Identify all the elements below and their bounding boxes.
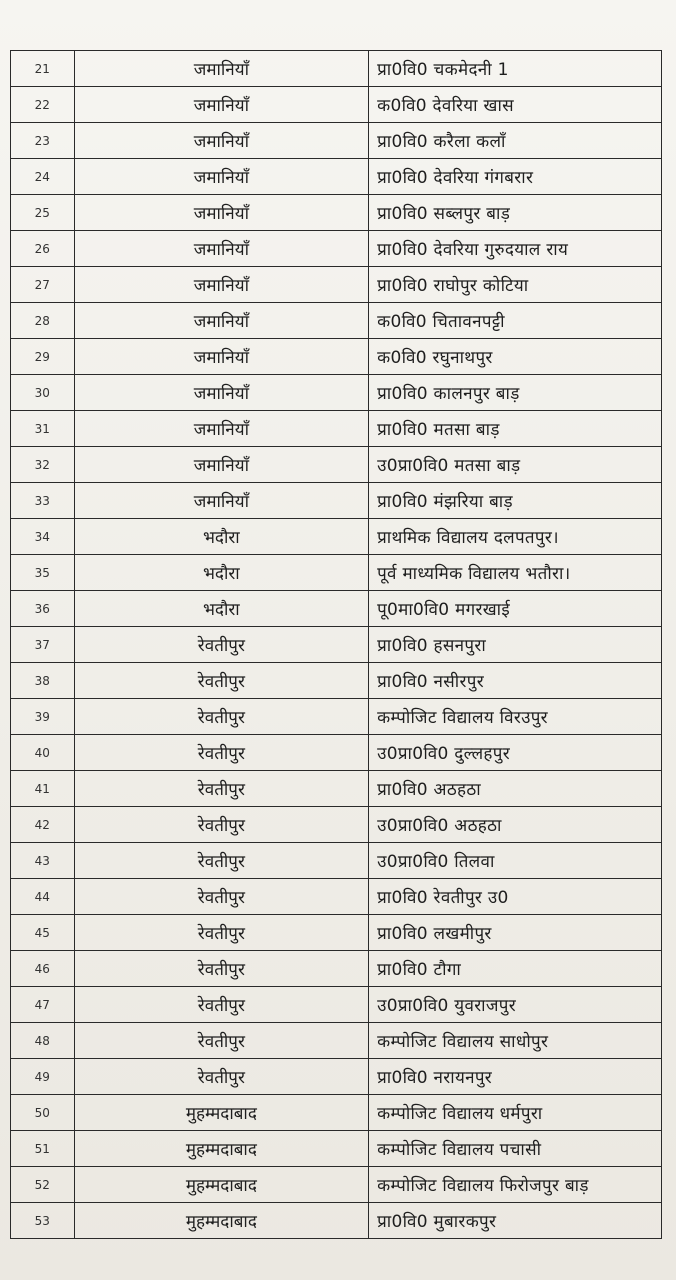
table-row bbox=[11, 123, 662, 159]
serial-number-cell: 26 bbox=[11, 231, 75, 267]
table-row bbox=[11, 1023, 662, 1059]
serial-number-cell: 44 bbox=[11, 879, 75, 915]
serial-number-cell: 25 bbox=[11, 195, 75, 231]
serial-number-cell: 23 bbox=[11, 123, 75, 159]
table-row bbox=[11, 267, 662, 303]
table-row bbox=[11, 663, 662, 699]
serial-number-cell: 32 bbox=[11, 447, 75, 483]
block-name-cell: रेवतीपुर bbox=[74, 879, 368, 915]
table-row bbox=[11, 915, 662, 951]
serial-number-cell: 35 bbox=[11, 555, 75, 591]
block-name-cell: मुहम्मदाबाद bbox=[74, 1203, 368, 1239]
serial-number-cell: 27 bbox=[11, 267, 75, 303]
school-name-cell: प्रा0वि0 मंझरिया बाड़ bbox=[369, 483, 662, 519]
block-name-cell: भदौरा bbox=[74, 519, 368, 555]
serial-number-cell: 31 bbox=[11, 411, 75, 447]
school-name-cell: प्रा0वि0 मुबारकपुर bbox=[369, 1203, 662, 1239]
school-name-cell: प्रा0वि0 टौगा bbox=[369, 951, 662, 987]
table-row bbox=[11, 879, 662, 915]
table-row bbox=[11, 699, 662, 735]
table-row bbox=[11, 159, 662, 195]
serial-number-cell: 43 bbox=[11, 843, 75, 879]
block-name-cell: रेवतीपुर bbox=[74, 1023, 368, 1059]
school-name-cell: उ0प्रा0वि0 मतसा बाड़ bbox=[369, 447, 662, 483]
block-name-cell: जमानियाँ bbox=[74, 195, 368, 231]
school-name-cell: क0वि0 रघुनाथपुर bbox=[369, 339, 662, 375]
table-body bbox=[11, 51, 662, 1239]
school-name-cell: प्रा0वि0 सब्लपुर बाड़ bbox=[369, 195, 662, 231]
serial-number-cell: 22 bbox=[11, 87, 75, 123]
serial-number-cell: 24 bbox=[11, 159, 75, 195]
table-row bbox=[11, 483, 662, 519]
serial-number-cell: 38 bbox=[11, 663, 75, 699]
table-row bbox=[11, 375, 662, 411]
block-name-cell: जमानियाँ bbox=[74, 411, 368, 447]
school-name-cell: प्रा0वि0 करैला कलाँ bbox=[369, 123, 662, 159]
serial-number-cell: 39 bbox=[11, 699, 75, 735]
block-name-cell: रेवतीपुर bbox=[74, 951, 368, 987]
serial-number-cell: 30 bbox=[11, 375, 75, 411]
table-row bbox=[11, 627, 662, 663]
school-name-cell: प्रा0वि0 कालनपुर बाड़ bbox=[369, 375, 662, 411]
table-row bbox=[11, 807, 662, 843]
table-row bbox=[11, 303, 662, 339]
serial-number-cell: 53 bbox=[11, 1203, 75, 1239]
table-row bbox=[11, 51, 662, 87]
school-name-cell: प्राथमिक विद्यालय दलपतपुर। bbox=[369, 519, 662, 555]
school-name-cell: कम्पोजिट विद्यालय साधोपुर bbox=[369, 1023, 662, 1059]
block-name-cell: जमानियाँ bbox=[74, 303, 368, 339]
table-row bbox=[11, 447, 662, 483]
table-row bbox=[11, 591, 662, 627]
school-name-cell: प्रा0वि0 लखमीपुर bbox=[369, 915, 662, 951]
block-name-cell: जमानियाँ bbox=[74, 375, 368, 411]
serial-number-cell: 52 bbox=[11, 1167, 75, 1203]
block-name-cell: जमानियाँ bbox=[74, 267, 368, 303]
school-name-cell: प्रा0वि0 राघोपुर कोटिया bbox=[369, 267, 662, 303]
serial-number-cell: 50 bbox=[11, 1095, 75, 1131]
table-row bbox=[11, 1095, 662, 1131]
school-name-cell: कम्पोजिट विद्यालय फिरोजपुर बाड़ bbox=[369, 1167, 662, 1203]
serial-number-cell: 33 bbox=[11, 483, 75, 519]
school-name-cell: कम्पोजिट विद्यालय धर्मपुरा bbox=[369, 1095, 662, 1131]
serial-number-cell: 49 bbox=[11, 1059, 75, 1095]
block-name-cell: मुहम्मदाबाद bbox=[74, 1131, 368, 1167]
serial-number-cell: 29 bbox=[11, 339, 75, 375]
block-name-cell: जमानियाँ bbox=[74, 51, 368, 87]
serial-number-cell: 37 bbox=[11, 627, 75, 663]
block-name-cell: जमानियाँ bbox=[74, 231, 368, 267]
table-row bbox=[11, 771, 662, 807]
block-name-cell: जमानियाँ bbox=[74, 159, 368, 195]
block-name-cell: रेवतीपुर bbox=[74, 663, 368, 699]
block-name-cell: रेवतीपुर bbox=[74, 699, 368, 735]
table-row bbox=[11, 231, 662, 267]
table-row bbox=[11, 1131, 662, 1167]
serial-number-cell: 47 bbox=[11, 987, 75, 1023]
school-name-cell: कम्पोजिट विद्यालय विरउपुर bbox=[369, 699, 662, 735]
serial-number-cell: 36 bbox=[11, 591, 75, 627]
school-name-cell: पू0मा0वि0 मगरखाई bbox=[369, 591, 662, 627]
serial-number-cell: 28 bbox=[11, 303, 75, 339]
block-name-cell: जमानियाँ bbox=[74, 87, 368, 123]
school-name-cell: उ0प्रा0वि0 अठहठा bbox=[369, 807, 662, 843]
table-row bbox=[11, 87, 662, 123]
serial-number-cell: 45 bbox=[11, 915, 75, 951]
block-name-cell: रेवतीपुर bbox=[74, 807, 368, 843]
serial-number-cell: 42 bbox=[11, 807, 75, 843]
block-name-cell: रेवतीपुर bbox=[74, 735, 368, 771]
school-list-table bbox=[10, 50, 662, 1239]
table-row bbox=[11, 987, 662, 1023]
school-name-cell: उ0प्रा0वि0 दुल्लहपुर bbox=[369, 735, 662, 771]
school-name-cell: प्रा0वि0 चकमेदनी 1 bbox=[369, 51, 662, 87]
table-row bbox=[11, 1059, 662, 1095]
school-name-cell: प्रा0वि0 देवरिया गुरुदयाल राय bbox=[369, 231, 662, 267]
table-row bbox=[11, 555, 662, 591]
block-name-cell: जमानियाँ bbox=[74, 123, 368, 159]
table-row bbox=[11, 843, 662, 879]
school-name-cell: प्रा0वि0 मतसा बाड़ bbox=[369, 411, 662, 447]
serial-number-cell: 40 bbox=[11, 735, 75, 771]
block-name-cell: रेवतीपुर bbox=[74, 1059, 368, 1095]
table-row bbox=[11, 735, 662, 771]
serial-number-cell: 48 bbox=[11, 1023, 75, 1059]
block-name-cell: रेवतीपुर bbox=[74, 987, 368, 1023]
table-row bbox=[11, 519, 662, 555]
block-name-cell: जमानियाँ bbox=[74, 339, 368, 375]
block-name-cell: रेवतीपुर bbox=[74, 771, 368, 807]
block-name-cell: जमानियाँ bbox=[74, 447, 368, 483]
serial-number-cell: 21 bbox=[11, 51, 75, 87]
school-name-cell: प्रा0वि0 रेवतीपुर उ0 bbox=[369, 879, 662, 915]
serial-number-cell: 51 bbox=[11, 1131, 75, 1167]
block-name-cell: मुहम्मदाबाद bbox=[74, 1095, 368, 1131]
table-row bbox=[11, 951, 662, 987]
table-row bbox=[11, 195, 662, 231]
table-row bbox=[11, 1203, 662, 1239]
table-row bbox=[11, 1167, 662, 1203]
school-name-cell: प्रा0वि0 नरायनपुर bbox=[369, 1059, 662, 1095]
school-name-cell: प्रा0वि0 नसीरपुर bbox=[369, 663, 662, 699]
school-name-cell: उ0प्रा0वि0 युवराजपुर bbox=[369, 987, 662, 1023]
serial-number-cell: 46 bbox=[11, 951, 75, 987]
school-name-cell: उ0प्रा0वि0 तिलवा bbox=[369, 843, 662, 879]
school-name-cell: क0वि0 चितावनपट्टी bbox=[369, 303, 662, 339]
serial-number-cell: 34 bbox=[11, 519, 75, 555]
school-name-cell: कम्पोजिट विद्यालय पचासी bbox=[369, 1131, 662, 1167]
block-name-cell: मुहम्मदाबाद bbox=[74, 1167, 368, 1203]
school-name-cell: प्रा0वि0 देवरिया गंगबरार bbox=[369, 159, 662, 195]
block-name-cell: रेवतीपुर bbox=[74, 843, 368, 879]
serial-number-cell: 41 bbox=[11, 771, 75, 807]
table-row bbox=[11, 339, 662, 375]
school-name-cell: प्रा0वि0 अठहठा bbox=[369, 771, 662, 807]
school-name-cell: पूर्व माध्यमिक विद्यालय भतौरा। bbox=[369, 555, 662, 591]
table-row bbox=[11, 411, 662, 447]
school-name-cell: प्रा0वि0 हसनपुरा bbox=[369, 627, 662, 663]
block-name-cell: रेवतीपुर bbox=[74, 627, 368, 663]
block-name-cell: जमानियाँ bbox=[74, 483, 368, 519]
school-name-cell: क0वि0 देवरिया खास bbox=[369, 87, 662, 123]
block-name-cell: भदौरा bbox=[74, 555, 368, 591]
block-name-cell: रेवतीपुर bbox=[74, 915, 368, 951]
block-name-cell: भदौरा bbox=[74, 591, 368, 627]
